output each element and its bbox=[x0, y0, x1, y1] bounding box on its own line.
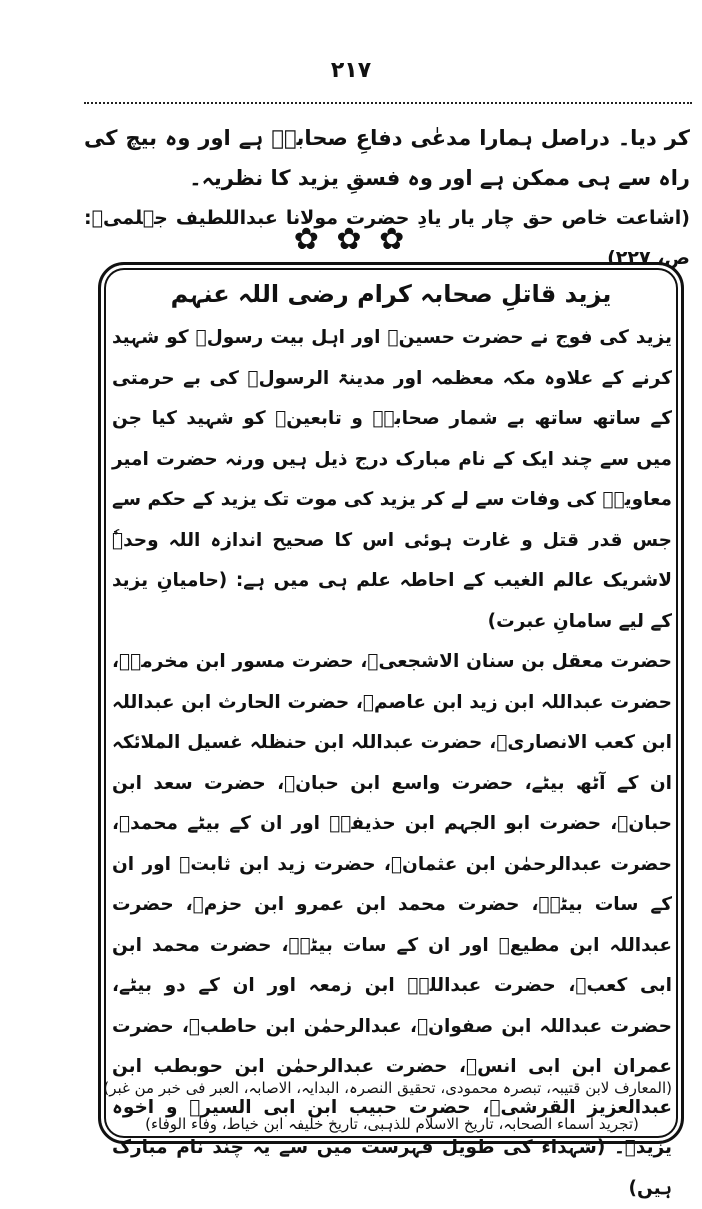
source-line: (المعارف لابن قتیبہ، تبصرہ محمودی، تحقیق النصرہ، البدایہ، الاصابہ، العبر فی خبر من غبر) bbox=[103, 1079, 672, 1097]
box-title: یزید قاتلِ صحابہ کرام رضی اللہ عنہم bbox=[170, 280, 612, 308]
source-line: (تجرید اسماء الصحابہ، تاریخ الاسلام للذہبی، تاریخ خلیفہ ابن خیاط، وفاء الوفاء) bbox=[145, 1115, 639, 1133]
box-paragraph: حضرت معقل بن سنان الاشجعیؓ، حضرت مسور ابن مخرمہؓ، حضرت عبداللہ ابن زید ابن عاصمؓ، حضرت الحارث ابن عبداللہ ابن کعب الانصاریؓ، حضرت عبداللہ ابن حنظلہ غسیل الملائکہ ان کے آٹھ بیٹے، حضرت واسع ابن حبانؓ، حضرت سعد ابن حبانؓ، حضرت ابو الجہم ابن حذیفہؓ اور ان کے بیٹے محمدؓ، حضرت عبدالرحمٰن ابن عثمانؓ، حضرت زید ابن ثابتؓ اور ان کے سات بیٹےؓ، حضرت محمد ابن عمرو ابن حزمؓ، حضرت عبداللہ ابن مطیعؓ اور ان کے سات بیٹےؓ، حضرت محمد ابن ابی کعبؓ، حضرت عبداللہؓ ابن زمعہ اور ان کے دو بیٹے، حضرت عبداللہ ابن صفوانؓ، عبدالرحمٰن ابن حاطبؓ، حضرت عمران ابن ابی انسؓ، حضرت عبدالرحمٰن ابن حوبطب ابن عبدالعزیز القرشیؓ، حضرت حبیب ابن ابی السیرؓ و اخوہ یزیدؓ۔ (شہداء کی طویل فہرست میں سے یہ چند نام مبارک ہیں) bbox=[112, 651, 672, 1199]
box-paragraph: یزید کی فوج نے حضرت حسینؓ اور اہل بیت رسولؐ کو شہید کرنے کے علاوہ مکہ معظمہ اور مدینۃ الرسولؐ کی بے حرمتی کے ساتھ ساتھ بے شمار صحابہؓ و تابعینؒ کو شہید کیا جن میں سے چند ایک کے نام مبارک درج ذیل ہیں ورنہ حضرت امیر معاویہؓ کی وفات سے لے کر یزید کی موت تک یزید کے حکم سے جس قدر قتل و غارت ہوئی اس کا صحیح اندازہ اللہ وحدہٗ لاشریک عالم الغیب کے احاطہ علم ہی میں ہے: (حامیانِ یزید کے لیے سامانِ عبرت) bbox=[112, 327, 672, 632]
header-divider bbox=[84, 102, 692, 104]
intro-text: کر دیا۔ دراصل ہمارا مدعٰی دفاعِ صحابہؓ ہے اور وہ بیچ کی راہ سے ہی ممکن ہے اور وہ فسقِ یزید کا نظریہ۔ bbox=[84, 126, 690, 190]
page-number: ۲۱۷ bbox=[330, 58, 372, 83]
box-sources bbox=[103, 1070, 672, 1142]
ornament-divider: ✿ ✿ ✿ bbox=[293, 222, 409, 257]
intro-reference: (اشاعت خاص حق چار یار یادِ حضرت مولانا عبداللطیف جہلمیؒ: ص، ۲۲۷) bbox=[84, 207, 690, 269]
